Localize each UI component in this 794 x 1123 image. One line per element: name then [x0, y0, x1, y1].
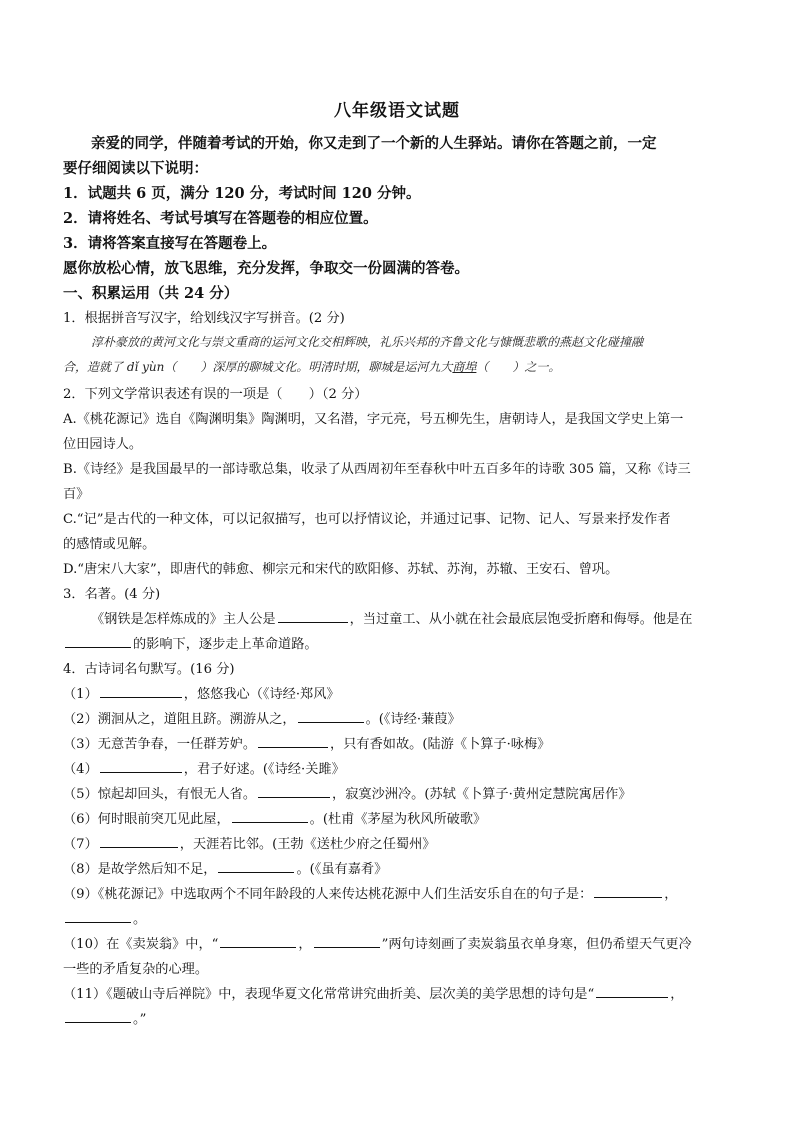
q4-6-blank[interactable]	[232, 809, 308, 823]
q4-8-text: （8）是故学然后知不足，	[63, 862, 217, 877]
q1-passage-line-1: 淳朴豪放的黄河文化与崇文重商的运河文化交相辉映，礼乐兴邦的齐鲁文化与慷慨悲歌的燕赵文化碰撞融	[91, 335, 644, 349]
q4-2-text: （2）溯洄从之，道阻且跻。溯游从之，	[63, 712, 296, 727]
q4-7-blank[interactable]	[100, 834, 178, 848]
q4-3-blank[interactable]	[258, 734, 328, 748]
q3-line-2	[63, 633, 731, 652]
q3-text-b: ，当过童工、从小就在社会最底层饱受折磨和侮辱。他是在	[349, 612, 693, 627]
q4-item-9	[63, 883, 731, 902]
q4-10-text: （10）在《卖炭翁》中，“	[63, 937, 219, 952]
q4-item-8	[63, 858, 731, 877]
rule-3: 3．请将答案直接写在答题卷上。	[63, 235, 277, 252]
q4-2-source: 。(《诗经·蒹葭》	[365, 712, 461, 727]
q4-item-1	[63, 683, 731, 702]
wish-line: 愿你放松心情，放飞思维，充分发挥，争取交一份圆满的答卷。	[63, 260, 469, 277]
q1-underlined-word: 商埠	[452, 360, 477, 374]
section-heading: 一、积累运用（共 24 分）	[63, 285, 239, 302]
q2-option-d: D.“唐宋八大家”，即唐代的韩愈、柳宗元和宋代的欧阳修、苏轼、苏洵，苏辙、王安石、曾巩。	[63, 562, 619, 577]
q4-5-source: ，寂寞沙洲冷。(苏轼《卜算子·黄州定慧院寓居作》	[332, 787, 632, 802]
q3-line-1	[63, 608, 731, 627]
q4-10-blank-1[interactable]	[220, 934, 296, 948]
q2-option-c-line-2: 的感情或见解。	[63, 537, 156, 552]
q4-11-comma: ，	[670, 987, 684, 1002]
q2-option-b-line-2: 百》	[63, 487, 90, 502]
q3-blank-2[interactable]	[65, 634, 131, 648]
q3-stem: 3．名著。(4 分)	[63, 587, 161, 602]
q1-passage-text-b: （ ）之一。	[476, 360, 561, 374]
q1-stem: 1．根据拼音写汉字，给划线汉字写拼音。(2 分)	[63, 311, 345, 326]
q4-10-tail: ”两句诗刻画了卖炭翁虽衣单身寒，但仍希望天气更冷	[381, 937, 692, 952]
q2-option-b-line-1: B.《诗经》是我国最早的一部诗歌总集，收录了从西周初年至春秋中叶五百多年的诗歌 305 篇，又称《诗三	[63, 462, 691, 477]
q2-option-c-line-1: C.“记”是古代的一种文体，可以记叙描写，也可以抒情议论，并通过记事、记物、记人、写景来抒发作者	[63, 512, 671, 527]
q4-6-text: （6）何时眼前突兀见此屋，	[63, 812, 230, 827]
q4-11-blank-2[interactable]	[65, 1009, 131, 1023]
q3-text-c: 的影响下，逐步走上革命道路。	[133, 637, 318, 652]
q4-item-6	[63, 808, 731, 827]
page-title: 八年级语文试题	[334, 101, 460, 121]
q4-2-blank[interactable]	[298, 709, 364, 723]
q4-9-blank-1[interactable]	[594, 884, 662, 898]
q4-8-source: 。(《虽有嘉肴》	[296, 862, 388, 877]
q4-11-blank-1[interactable]	[596, 984, 668, 998]
q4-6-source: 。(杜甫《茅屋为秋风所破歌》	[309, 812, 487, 827]
q4-5-text: （5）惊起却回头，有恨无人省。	[63, 787, 257, 802]
q4-11-end: 。”	[133, 1012, 147, 1027]
q4-4-source: ，君子好逑。(《诗经·关雎》	[183, 762, 345, 777]
q4-7-label: （7）	[63, 837, 98, 852]
q4-item-3	[63, 733, 731, 752]
q4-item-9-cont	[63, 908, 731, 927]
q4-7-source: ，天涯若比邻。(王勃《送杜少府之任蜀州》	[179, 837, 436, 852]
q4-4-blank[interactable]	[100, 759, 182, 773]
rule-1: 1．试题共 6 页，满分 120 分，考试时间 120 分钟。	[63, 185, 421, 202]
q4-10-comma: ，	[298, 937, 312, 952]
q4-3-source: ，只有香如故。(陆游《卜算子·咏梅》	[330, 737, 551, 752]
q4-9-comma: ，	[664, 887, 678, 902]
q4-item-7	[63, 833, 731, 852]
q1-passage-line-2	[63, 358, 731, 375]
q4-item-11	[63, 983, 731, 1002]
q3-text-a: 《钢铁是怎样炼成的》主人公是	[91, 612, 276, 627]
q4-4-label: （4）	[63, 762, 98, 777]
q4-item-10-cont: 一些的矛盾复杂的心理。	[63, 962, 209, 977]
q4-1-label: （1）	[63, 687, 98, 702]
q2-stem: 2．下列文学常识表述有误的一项是（ ）（2 分）	[63, 387, 368, 402]
q4-item-10	[63, 933, 731, 952]
q1-passage-text-a: 合，造就了 dǐ yùn（ ）深厚的聊城文化。明清时期，聊城是运河九大	[63, 360, 453, 374]
q3-blank-1[interactable]	[278, 609, 348, 623]
q4-9-blank-2[interactable]	[65, 909, 131, 923]
q4-stem: 4．古诗词名句默写。(16 分)	[63, 662, 235, 677]
q4-item-2	[63, 708, 731, 727]
q4-9-end: 。	[133, 912, 147, 927]
q4-item-11-cont	[63, 1008, 731, 1027]
q4-10-blank-2[interactable]	[314, 934, 380, 948]
q4-9-text: （9）《桃花源记》中选取两个不同年龄段的人来传达桃花源中人们生活安乐自在的句子是：	[63, 887, 593, 902]
q4-8-blank[interactable]	[218, 859, 294, 873]
q4-item-4	[63, 758, 731, 777]
intro-line-1: 亲爱的同学，伴随着考试的开始，你又走到了一个新的人生驿站。请你在答题之前，一定	[91, 135, 657, 152]
q4-5-blank[interactable]	[258, 784, 330, 798]
rule-2: 2．请将姓名、考试号填写在答题卷的相应位置。	[63, 210, 378, 227]
q4-11-text: （11）《题破山寺后禅院》中，表现华夏文化常常讲究曲折美、层次美的美学思想的诗句是“	[63, 987, 595, 1002]
q4-item-5	[63, 783, 731, 802]
q4-1-source: ，悠悠我心（《诗经·郑风》	[183, 687, 340, 702]
q4-3-text: （3）无意苦争春，一任群芳妒。	[63, 737, 257, 752]
q2-option-a-line-1: A.《桃花源记》选自《陶渊明集》陶渊明，又名潜，字元亮，号五柳先生，唐朝诗人，是我国文学史上第一	[63, 412, 684, 427]
q2-option-a-line-2: 位田园诗人。	[63, 437, 143, 452]
q4-1-blank[interactable]	[100, 684, 182, 698]
intro-line-2: 要仔细阅读以下说明：	[63, 160, 208, 177]
